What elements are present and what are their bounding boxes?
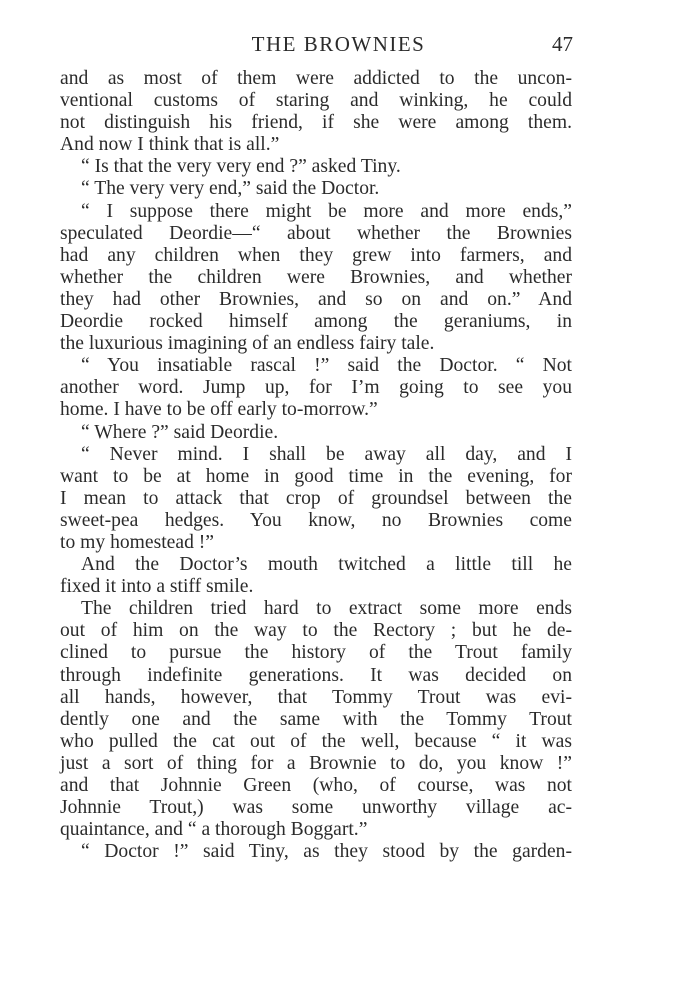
text-line: “ Where ?” said Deordie. (81, 421, 279, 443)
text-line: and that Johnnie Green (who, of course, was not (60, 775, 572, 796)
text-line: another word. Jump up, for I’m going to see you (60, 377, 572, 399)
text-line: all hands, however, that Tommy Trout was evi- (60, 686, 572, 708)
text-line: “ The very very end,” said the Doctor. (81, 178, 380, 200)
body-text (60, 68, 572, 863)
text-line: to my homestead !” (60, 531, 214, 553)
text-line: I mean to attack that crop of groundsel between the (60, 487, 572, 509)
text-line: Johnnie Trout,) was some unworthy village ac- (60, 797, 572, 819)
text-line: home. I have to be off early to-morrow.” (60, 399, 378, 421)
text-line: And now I think that is all.” (60, 134, 280, 156)
text-line: had any children when they grew into farmers, and (60, 244, 572, 266)
text-line: out of him on the way to the Rectory ; but he de- (60, 620, 572, 642)
text-line: dently one and the same with the Tommy Trout (60, 708, 572, 730)
text-line: quaintance, and “ a thorough Boggart.” (60, 819, 368, 841)
text-line: sweet-pea hedges. You know, no Brownies come (60, 509, 572, 531)
text-line: clined to pursue the history of the Trout family (60, 642, 572, 664)
text-line: through indefinite generations. It was decided on (60, 664, 572, 686)
text-line: they had other Brownies, and so on and on.” And (60, 288, 572, 310)
page-number: 47 (552, 32, 573, 56)
running-title: THE BROWNIES (251, 32, 426, 56)
text-line: speculated Deordie—“ about whether the Brownies (60, 222, 572, 244)
text-line: “ Is that the very very end ?” asked Tiny. (81, 156, 401, 178)
text-line: whether the children were Brownies, and whether (60, 266, 572, 288)
text-line: “ You insatiable rascal !” said the Doctor. “ Not (81, 355, 572, 377)
text-line: just a sort of thing for a Brownie to do, you know !” (60, 752, 572, 774)
text-line: “ I suppose there might be more and more ends,” (81, 200, 572, 222)
text-line: the luxurious imagining of an endless fairy tale. (60, 333, 435, 355)
text-line: The children tried hard to extract some more ends (81, 598, 572, 620)
text-line: want to be at home in good time in the evening, for (60, 465, 572, 487)
text-line: fixed it into a stiff smile. (60, 576, 254, 598)
text-line: Deordie rocked himself among the geraniums, in (60, 311, 572, 333)
running-head (0, 30, 677, 60)
text-line: ventional customs of staring and winking, he could (60, 90, 572, 112)
text-line: And the Doctor’s mouth twitched a little till he (81, 554, 572, 576)
text-line: and as most of them were addicted to the uncon- (60, 68, 572, 89)
text-line: “ Never mind. I shall be away all day, and I (81, 443, 572, 465)
text-line: who pulled the cat out of the well, because “ it was (60, 730, 572, 752)
text-line: “ Doctor !” said Tiny, as they stood by the garden- (81, 841, 572, 863)
text-line: not distinguish his friend, if she were among them. (60, 112, 572, 134)
